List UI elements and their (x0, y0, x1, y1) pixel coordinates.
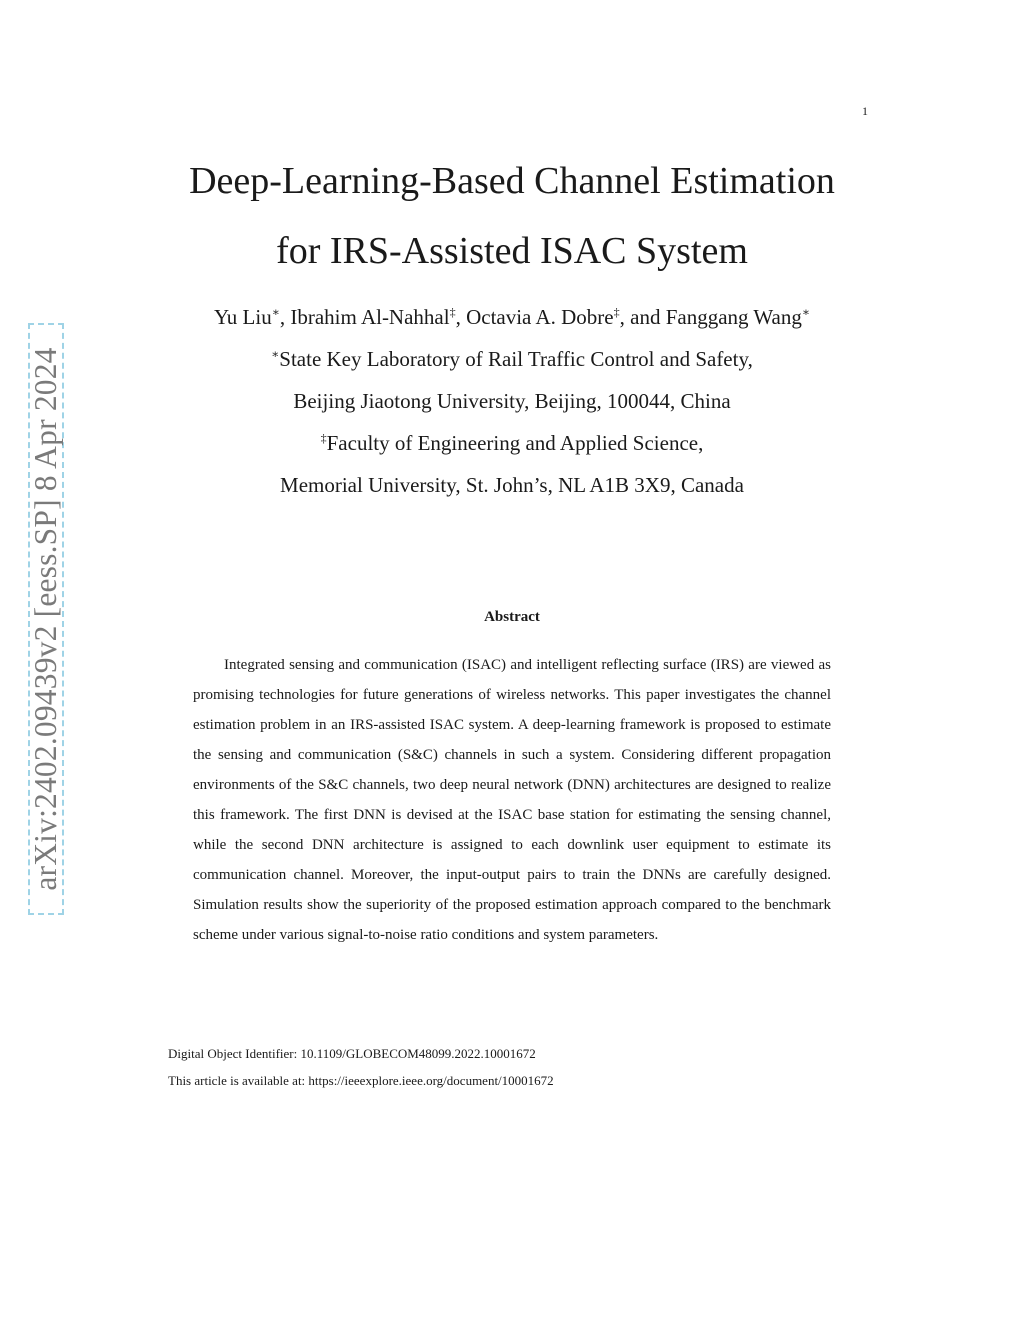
affiliation-mark: ∗ (271, 305, 280, 319)
affiliation-mark: ‡ (320, 431, 327, 445)
affiliation-1-line-2: Beijing Jiaotong University, Beijing, 100044, China (293, 389, 731, 413)
author-block (0, 296, 1024, 506)
author-list (0, 296, 1024, 338)
affiliation-2-line-1: ‡Faculty of Engineering and Applied Science, (320, 431, 704, 455)
abstract-heading: Abstract (484, 609, 540, 625)
page-number: 1 (862, 104, 868, 118)
arxiv-identifier[interactable]: arXiv:2402.09439v2 [eess.SP] 8 Apr 2024 (28, 347, 63, 891)
affiliation-1-line-1: ∗State Key Laboratory of Rail Traffic Control and Safety, (271, 347, 753, 371)
title-line-1: Deep-Learning-Based Channel Estimation (189, 160, 835, 202)
paper-title (0, 146, 1024, 286)
doi-line: Digital Object Identifier: 10.1109/GLOBECOM48099.2022.10001672 (168, 1046, 536, 1061)
availability-line[interactable]: This article is available at: https://ieeexplore.ieee.org/document/10001672 (168, 1073, 554, 1088)
affiliation-2-line-2: Memorial University, St. John’s, NL A1B 3X9, Canada (280, 473, 744, 497)
author-name: , Octavia A. Dobre (455, 305, 614, 329)
author-name: , Ibrahim Al-Nahhal (279, 305, 450, 329)
author-name: , and Fanggang Wang (619, 305, 802, 329)
affiliation-mark: ∗ (271, 347, 280, 361)
affiliation-mark: ‡ (449, 305, 456, 319)
author-name: Yu Liu (213, 305, 272, 329)
abstract-text: Integrated sensing and communication (ISAC) and intelligent reflecting surface (IRS) are viewed as promising technologies for future generations of wireless networks. This paper investigates the channel estimation problem in an IRS-assisted ISAC system. A deep-learning framework is proposed to estimate the sensing and communication (S&C) channels in such a system. Considering different propagation environments of the S&C channels, two deep neural network (DNN) architectures are designed to realize this framework. The first DNN is devised at the ISAC base station for estimating the sensing channel, while the second DNN architecture is assigned to each downlink user equipment to estimate its communication channel. Moreover, the input-output pairs to train the DNNs are carefully designed. Simulation results show the superiority of the proposed estimation approach compared to the benchmark scheme under various signal-to-noise ratio conditions and system parameters. (193, 657, 831, 943)
affiliation-mark: ‡ (613, 305, 620, 319)
affiliation-mark: ∗ (801, 305, 811, 319)
title-line-2: for IRS-Assisted ISAC System (276, 230, 748, 272)
